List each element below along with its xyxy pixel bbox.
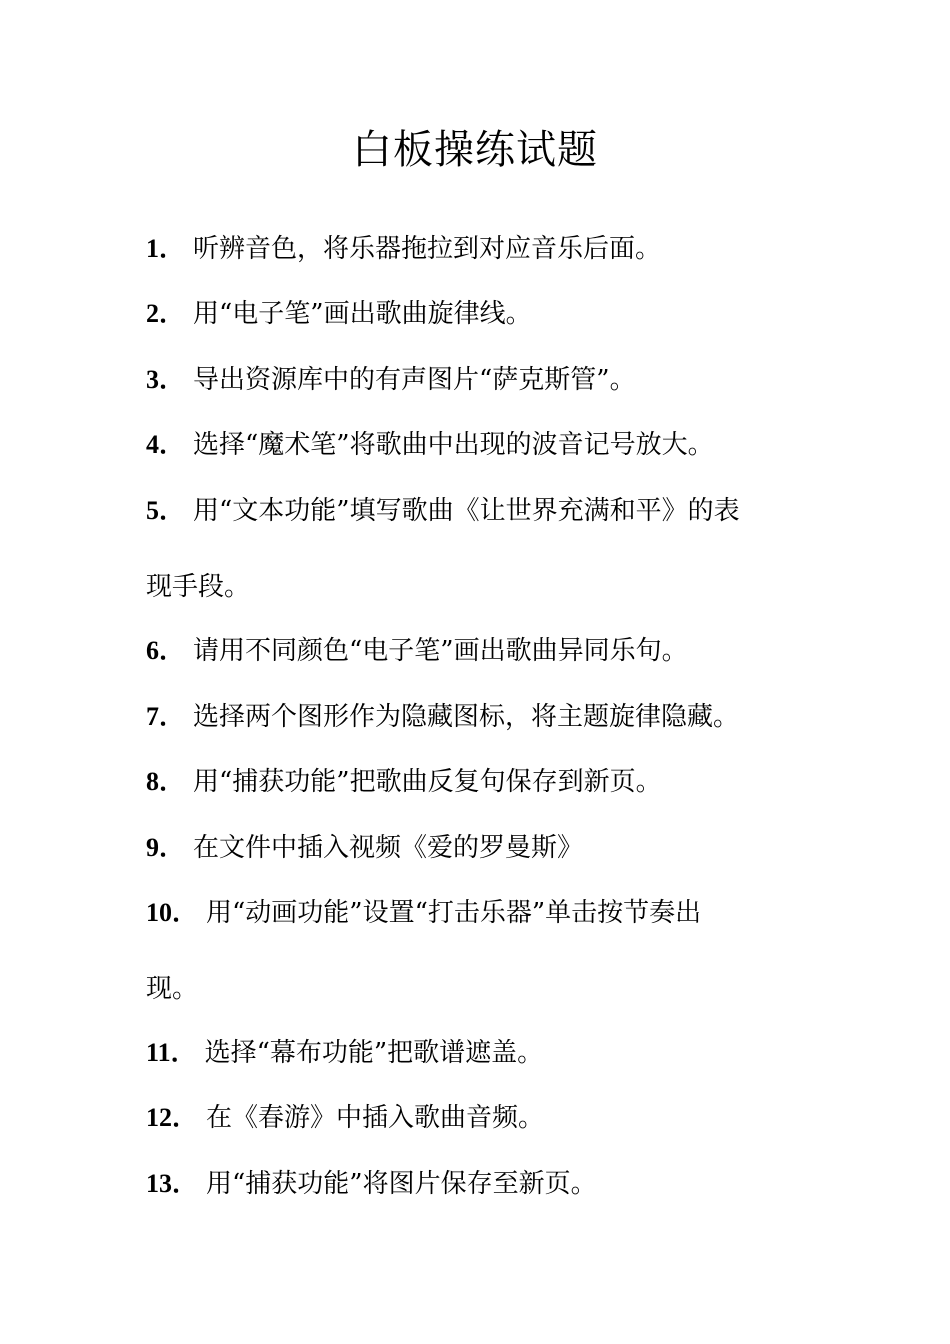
page-title: 白板操练试题: [352, 127, 598, 173]
item-text: 听辨音色，将乐器拖拉到对应音乐后面。: [193, 234, 662, 264]
item-text: 选择“魔术笔”将歌曲中出现的波音记号放大。: [193, 430, 714, 460]
item-text: 用“捕获功能”将图片保存至新页。: [206, 1169, 597, 1199]
item-text-continuation: 现手段。: [146, 572, 251, 602]
list-item: [146, 634, 826, 668]
list-item: [146, 297, 826, 331]
list-item: [146, 896, 826, 930]
item-number: 13．: [146, 1169, 199, 1198]
list-item: [146, 765, 826, 799]
list-item: [146, 700, 826, 734]
list-item: [146, 363, 826, 397]
item-number: 2．: [146, 299, 186, 328]
list-item: [146, 428, 826, 462]
item-text: 用“动画功能”设置“打击乐器”单击按节奏出: [206, 898, 702, 928]
item-number: 11．: [146, 1038, 197, 1067]
list-item: [146, 831, 826, 865]
item-number: 12．: [146, 1103, 199, 1132]
item-number: 5．: [146, 496, 186, 525]
item-number: 10．: [146, 898, 199, 927]
list-item: [146, 494, 826, 528]
item-number: 7．: [146, 702, 186, 731]
item-number: 3．: [146, 365, 186, 394]
list-item: [146, 1101, 826, 1135]
list-item: [146, 1167, 826, 1201]
item-text: 用“电子笔”画出歌曲旋律线。: [193, 299, 532, 329]
item-text: 在文件中插入视频《爱的罗曼斯》: [193, 833, 584, 863]
item-text: 导出资源库中的有声图片“萨克斯管”。: [193, 365, 636, 395]
item-text-continuation: 现。: [146, 974, 199, 1004]
item-number: 4．: [146, 430, 186, 459]
item-number: 9．: [146, 833, 186, 862]
item-number: 1．: [146, 234, 186, 263]
item-text: 请用不同颜色“电子笔”画出歌曲异同乐句。: [193, 636, 688, 666]
list-item: [146, 232, 826, 266]
item-number: 6．: [146, 636, 186, 665]
item-text: 选择两个图形作为隐藏图标，将主题旋律隐藏。: [193, 702, 740, 732]
item-text: 选择“幕布功能”把歌谱遮盖。: [204, 1038, 544, 1068]
list-item: [146, 1036, 826, 1070]
item-text: 在《春游》中插入歌曲音频。: [206, 1103, 545, 1133]
item-text: 用“文本功能”填写歌曲《让世界充满和平》的表: [193, 496, 740, 526]
item-text: 用“捕获功能”把歌曲反复句保存到新页。: [193, 767, 662, 797]
item-number: 8．: [146, 767, 186, 796]
